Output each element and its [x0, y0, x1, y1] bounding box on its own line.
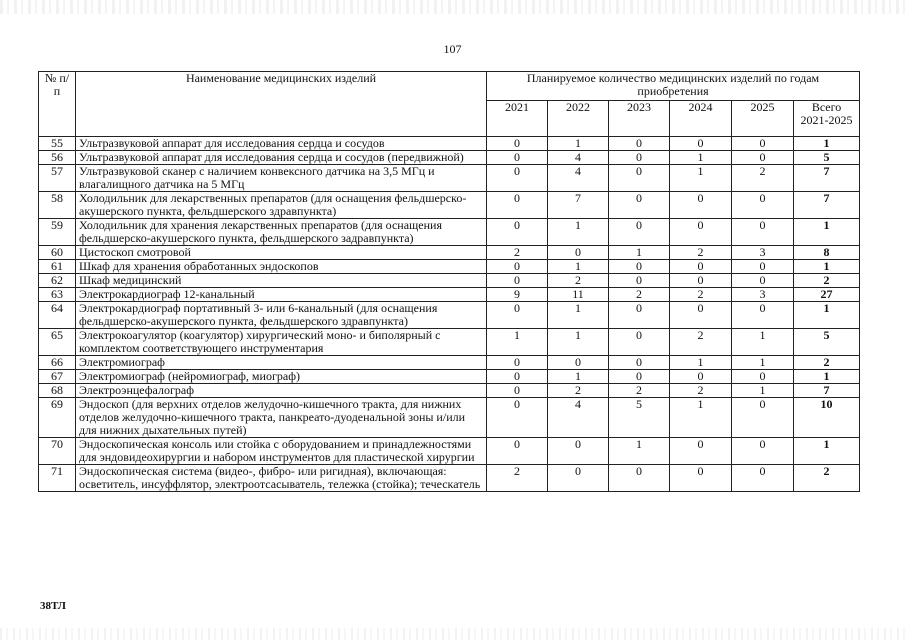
- year-quantity: 2: [670, 288, 732, 302]
- header-year: 2021: [487, 101, 548, 137]
- year-quantity: 5: [609, 398, 670, 438]
- year-quantity: 0: [732, 151, 794, 165]
- header-name: Наименование медицинских изделий: [76, 72, 487, 137]
- year-quantity: 1: [732, 329, 794, 356]
- row-number: 67: [39, 370, 76, 384]
- year-quantity: 0: [548, 356, 609, 370]
- year-quantity: 2: [487, 246, 548, 260]
- year-quantity: 3: [732, 288, 794, 302]
- year-quantity: 1: [670, 356, 732, 370]
- year-quantity: 0: [548, 438, 609, 465]
- year-quantity: 0: [487, 219, 548, 246]
- year-quantity: 0: [487, 260, 548, 274]
- year-quantity: 0: [609, 465, 670, 492]
- year-quantity: 1: [548, 137, 609, 151]
- year-quantity: 4: [548, 398, 609, 438]
- total-quantity: 1: [794, 438, 860, 465]
- year-quantity: 2: [487, 465, 548, 492]
- year-quantity: 1: [732, 384, 794, 398]
- year-quantity: 0: [609, 329, 670, 356]
- year-quantity: 0: [609, 151, 670, 165]
- table-row: [39, 165, 860, 192]
- year-quantity: 0: [732, 438, 794, 465]
- device-name: Электромиограф: [76, 356, 487, 370]
- row-number: 63: [39, 288, 76, 302]
- total-quantity: 27: [794, 288, 860, 302]
- table-row: [39, 288, 860, 302]
- header-num: № п/п: [39, 72, 76, 137]
- year-quantity: 1: [548, 329, 609, 356]
- year-quantity: 0: [670, 260, 732, 274]
- table-row: [39, 384, 860, 398]
- year-quantity: 1: [609, 438, 670, 465]
- year-quantity: 1: [609, 246, 670, 260]
- device-name: Ультразвуковой аппарат для исследования сердца и сосудов: [76, 137, 487, 151]
- year-quantity: 0: [670, 438, 732, 465]
- scan-artifact-top: [0, 0, 905, 14]
- device-name: Ультразвуковой сканер с наличием конвексного датчика на 3,5 МГц и влагалищного датчика на 5 МГц: [76, 165, 487, 192]
- year-quantity: 0: [732, 398, 794, 438]
- year-quantity: 9: [487, 288, 548, 302]
- table-row: [39, 151, 860, 165]
- year-quantity: 2: [609, 288, 670, 302]
- year-quantity: 0: [670, 192, 732, 219]
- year-quantity: 0: [732, 192, 794, 219]
- year-quantity: 0: [487, 302, 548, 329]
- footer-code: 38ТЛ: [40, 600, 66, 612]
- year-quantity: 0: [732, 370, 794, 384]
- year-quantity: 0: [487, 151, 548, 165]
- device-name: Электроэнцефалограф: [76, 384, 487, 398]
- table-row: [39, 192, 860, 219]
- year-quantity: 2: [670, 384, 732, 398]
- table-row: [39, 465, 860, 492]
- year-quantity: 0: [548, 465, 609, 492]
- row-number: 71: [39, 465, 76, 492]
- total-quantity: 1: [794, 260, 860, 274]
- year-quantity: 0: [732, 274, 794, 288]
- table-row: [39, 329, 860, 356]
- year-quantity: 0: [732, 137, 794, 151]
- year-quantity: 1: [670, 398, 732, 438]
- table-row: [39, 370, 860, 384]
- total-quantity: 7: [794, 165, 860, 192]
- row-number: 68: [39, 384, 76, 398]
- row-number: 59: [39, 219, 76, 246]
- table-row: [39, 137, 860, 151]
- device-name: Шкаф для хранения обработанных эндоскопов: [76, 260, 487, 274]
- total-quantity: 7: [794, 192, 860, 219]
- device-name: Холодильник для лекарственных препаратов (для оснащения фельдшерско-акушерского пункта, фельдшерского здравпункта): [76, 192, 487, 219]
- year-quantity: 0: [670, 219, 732, 246]
- year-quantity: 0: [487, 274, 548, 288]
- table-row: [39, 356, 860, 370]
- table-row: [39, 219, 860, 246]
- device-name: Ультразвуковой аппарат для исследования сердца и сосудов (передвижной): [76, 151, 487, 165]
- device-name: Цистоскоп смотровой: [76, 246, 487, 260]
- page-number: 107: [443, 42, 462, 56]
- table-row: [39, 274, 860, 288]
- total-quantity: 1: [794, 219, 860, 246]
- year-quantity: 0: [670, 302, 732, 329]
- device-name: Холодильник для хранения лекарственных препаратов (для оснащения фельдшерско-акушерского пункта, фельдшерского задравпункта): [76, 219, 487, 246]
- year-quantity: 0: [609, 356, 670, 370]
- device-name: Шкаф медицинский: [76, 274, 487, 288]
- row-number: 65: [39, 329, 76, 356]
- year-quantity: 0: [609, 260, 670, 274]
- table-row: [39, 398, 860, 438]
- year-quantity: 2: [670, 329, 732, 356]
- device-name: Эндоскопическая система (видео-, фибро- или ригидная), включающая: осветитель, инсуффлятор, электроотсасыватель, тележка (стойка); теческатель: [76, 465, 487, 492]
- device-name: Электрокоагулятор (коагулятор) хирургический моно- и биполярный с комплектом соответствующего инструментария: [76, 329, 487, 356]
- year-quantity: 1: [487, 329, 548, 356]
- year-quantity: 0: [609, 302, 670, 329]
- total-quantity: 1: [794, 302, 860, 329]
- year-quantity: 0: [487, 398, 548, 438]
- year-quantity: 2: [732, 165, 794, 192]
- year-quantity: 1: [548, 260, 609, 274]
- total-quantity: 2: [794, 274, 860, 288]
- year-quantity: 0: [609, 137, 670, 151]
- header-year: 2023: [609, 101, 670, 137]
- year-quantity: 0: [732, 465, 794, 492]
- year-quantity: 0: [609, 192, 670, 219]
- year-quantity: 0: [487, 384, 548, 398]
- total-quantity: 2: [794, 465, 860, 492]
- device-name: Электромиограф (нейромиограф, миограф): [76, 370, 487, 384]
- header-year: 2025: [732, 101, 794, 137]
- row-number: 64: [39, 302, 76, 329]
- year-quantity: 0: [609, 370, 670, 384]
- year-quantity: 1: [670, 165, 732, 192]
- year-quantity: 3: [732, 246, 794, 260]
- year-quantity: 0: [487, 165, 548, 192]
- year-quantity: 4: [548, 165, 609, 192]
- device-name: Эндоскоп (для верхних отделов желудочно-кишечного тракта, для нижних отделов желудочно-кишечного тракта, панкреато-дуоденальной зоны и/или для нижних дыхательных путей): [76, 398, 487, 438]
- device-name: Эндоскопическая консоль или стойка с оборудованием и принадлежностями для эндовидеохирургии и набором инструментов для пластической хирургии: [76, 438, 487, 465]
- table-row: [39, 302, 860, 329]
- table-row: [39, 438, 860, 465]
- year-quantity: 1: [548, 302, 609, 329]
- total-quantity: 1: [794, 370, 860, 384]
- total-quantity: 5: [794, 329, 860, 356]
- row-number: 61: [39, 260, 76, 274]
- device-name: Электрокардиограф 12-канальный: [76, 288, 487, 302]
- row-number: 62: [39, 274, 76, 288]
- total-quantity: 7: [794, 384, 860, 398]
- year-quantity: 0: [732, 260, 794, 274]
- year-quantity: 11: [548, 288, 609, 302]
- year-quantity: 7: [548, 192, 609, 219]
- year-quantity: 4: [548, 151, 609, 165]
- table-row: [39, 246, 860, 260]
- year-quantity: 0: [609, 219, 670, 246]
- total-quantity: 2: [794, 356, 860, 370]
- device-name: Электрокардиограф портативный 3- или 6-канальный (для оснащения фельдшерско-акушерского пункта, фельдшерского здравпункта): [76, 302, 487, 329]
- year-quantity: 0: [487, 192, 548, 219]
- row-number: 56: [39, 151, 76, 165]
- row-number: 70: [39, 438, 76, 465]
- year-quantity: 0: [609, 165, 670, 192]
- year-quantity: 0: [670, 465, 732, 492]
- year-quantity: 1: [732, 356, 794, 370]
- header-planned: Планируемое количество медицинских изделий по годам приобретения: [487, 72, 860, 101]
- year-quantity: 1: [548, 370, 609, 384]
- total-quantity: 8: [794, 246, 860, 260]
- year-quantity: 0: [487, 137, 548, 151]
- year-quantity: 2: [670, 246, 732, 260]
- total-quantity: 5: [794, 151, 860, 165]
- year-quantity: 0: [487, 438, 548, 465]
- scan-artifact-bottom: [0, 628, 905, 640]
- total-quantity: 10: [794, 398, 860, 438]
- year-quantity: 1: [548, 219, 609, 246]
- row-number: 66: [39, 356, 76, 370]
- row-number: 57: [39, 165, 76, 192]
- row-number: 69: [39, 398, 76, 438]
- year-quantity: 0: [670, 370, 732, 384]
- year-quantity: 2: [609, 384, 670, 398]
- table-body: [39, 137, 860, 492]
- medical-devices-table: [38, 71, 860, 492]
- year-quantity: 0: [732, 219, 794, 246]
- header-year: 2022: [548, 101, 609, 137]
- row-number: 58: [39, 192, 76, 219]
- year-quantity: 0: [487, 370, 548, 384]
- row-number: 60: [39, 246, 76, 260]
- year-quantity: 0: [487, 356, 548, 370]
- year-quantity: 2: [548, 384, 609, 398]
- year-quantity: 2: [548, 274, 609, 288]
- year-quantity: 1: [670, 151, 732, 165]
- row-number: 55: [39, 137, 76, 151]
- year-quantity: 0: [670, 137, 732, 151]
- year-quantity: 0: [670, 274, 732, 288]
- year-quantity: 0: [609, 274, 670, 288]
- year-quantity: 0: [548, 246, 609, 260]
- table-row: [39, 260, 860, 274]
- header-total: Всего 2021-2025: [794, 101, 860, 137]
- total-quantity: 1: [794, 137, 860, 151]
- year-quantity: 0: [732, 302, 794, 329]
- header-year: 2024: [670, 101, 732, 137]
